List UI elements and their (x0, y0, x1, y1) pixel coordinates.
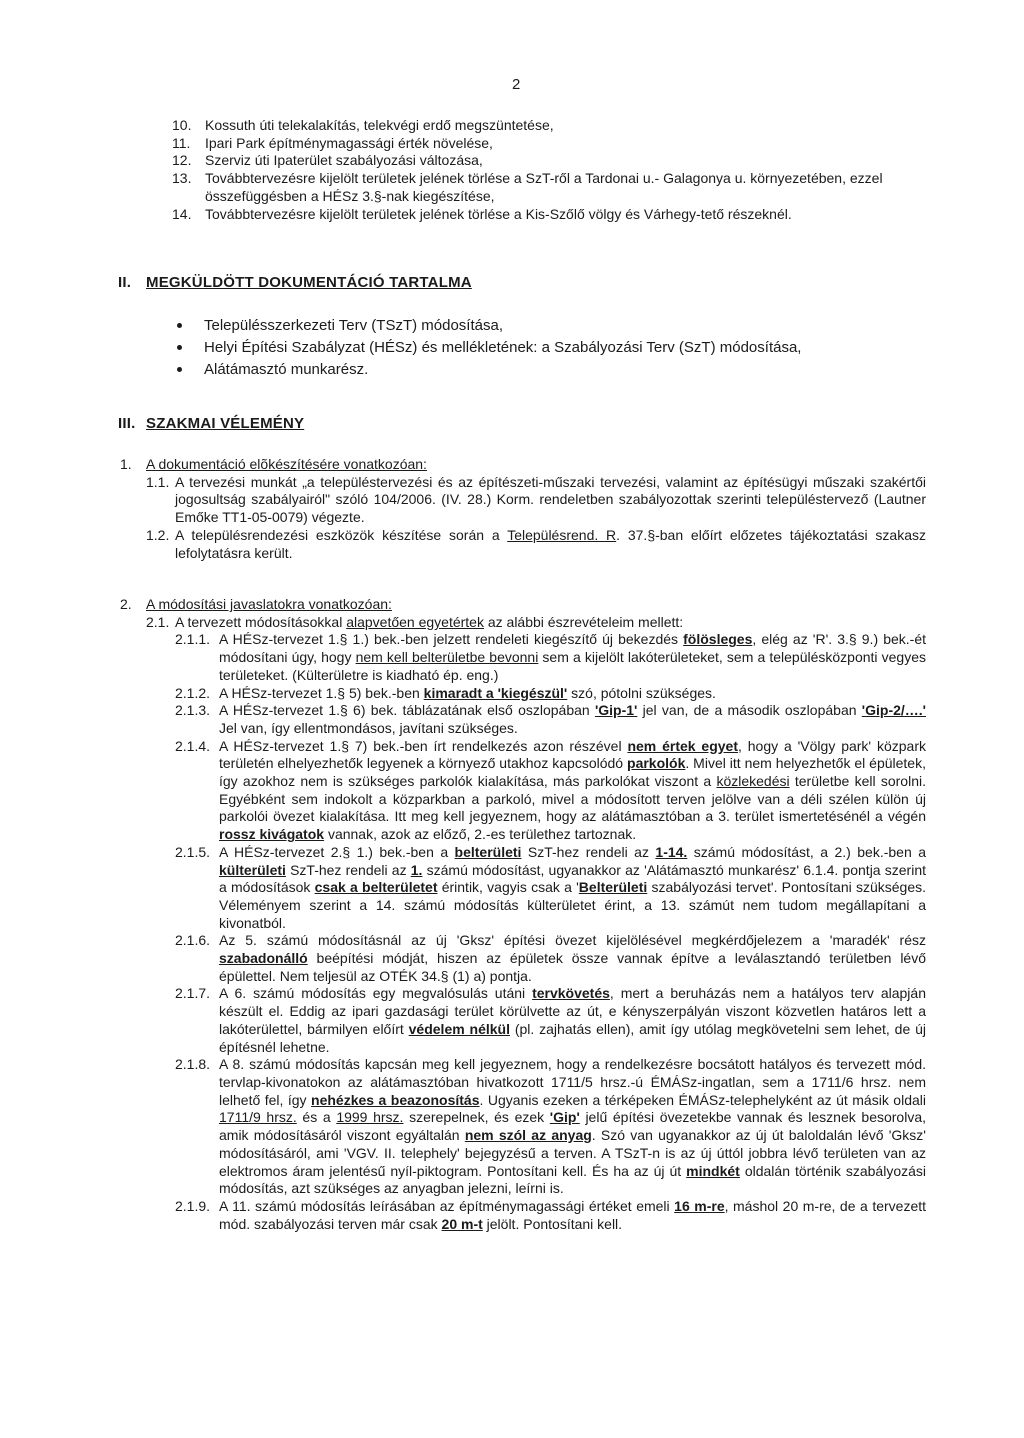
item-text: A 11. számú módosítás leírásában az építménymagassági értéket emeli (219, 1197, 675, 1214)
list-item-text: Továbbtervezésre kijelölt területek jelének törlése a Kis-Szőlő völgy és Várhegy-tető részeknél. (205, 205, 792, 222)
item-text: . Szó van ugyanakkor az új út baloldalán lévő 'Gksz' módosításáról, ami 'VGV. II. telephely' bejegyzésű a terven. A TSzT-n is az új úttól jobbra lévő területen van az elektromos áram jelentésű nyíl-piktogram. Pontosítani kell. És ha az új út (219, 1127, 926, 1179)
item-text: , máshol 20 m-re, de a tervezett mód. szabályozási terven már csak (219, 1197, 927, 1232)
item-text: szabályozási tervet'. Pontosítani szükséges. Véleményem szerint a 14. számú módosítás külterületet érint, a 13. számút nem tudom megállapítani a kivonatból. (219, 879, 926, 931)
section-title: SZAKMAI VÉLEMÉNY (146, 415, 305, 432)
emphasis: nehézkes a beazonosítás (311, 1091, 480, 1108)
item-text: , elég az 'R'. 3.§ 9.) bek.-ét módosítani úgy, hogy (219, 631, 926, 666)
item-text: (pl. zajhatás ellen), amit így utólag megkövetelni sem lehet, de új építésnél lehetne. (219, 1020, 926, 1055)
item-number: 2.1.9. (175, 1197, 211, 1214)
emphasis: 1. (410, 861, 423, 878)
subsection-number: 1. (120, 456, 132, 472)
item-text: A HÉSz-tervezet 1.§ 5) bek.-ben (219, 684, 424, 701)
numbered-list (172, 117, 932, 223)
item-number: 2.1.7. (175, 985, 211, 1002)
item-text: Az 5. számú módosításnál az új 'Gksz' építési övezet kijelölésével megkérdőjelezem a 'maradék' rész (219, 932, 926, 949)
paragraph-number: 1.1. (146, 473, 170, 490)
item-2-1-8 (175, 1056, 926, 1198)
paragraph-text: A tervezési munkát „a településtervezési és az építészeti-műszaki tervezési, valamint az építésügyi műszaki szakértői jogosultság szabályairól" szóló 104/2006. (IV. 28.) Korm. rendeletben szabályozottak szerinti településtervező (Lautner Emőke TT1-05-0079) végezte. (175, 473, 926, 526)
emphasis: parkolók (627, 755, 686, 772)
bullet-text: Helyi Építési Szabályzat (HÉSz) és mellékletének: a Szabályozási Terv (SzT) módosítása, (204, 339, 802, 356)
list-item-text: Szerviz úti Ipaterület szabályozási változása, (205, 152, 483, 169)
paragraph-text: A településrendezési eszközök készítése során a (175, 526, 508, 543)
item-2-1-4 (175, 738, 926, 844)
bullet-list (177, 315, 897, 381)
list-item (172, 135, 932, 153)
emphasis: 1-14. (655, 843, 688, 860)
item-text: . Ugyanis ezeken a térképeken ÉMÁSz-telephelyként az út másik oldali (479, 1091, 926, 1108)
item-text: . Mivel itt nem helyezhetők el épületek, így azokhoz nem is szükséges parkolók kialakítása, más parkolókat viszont a (219, 755, 926, 790)
paragraph-text: A tervezett módosításokkal (175, 613, 347, 630)
bullet-item (177, 337, 897, 359)
item-text: számú módosítást, ugyanakkor az 'Alátámasztó munkarész' 6.1.4. pontja szerint a módosítások (219, 861, 926, 896)
item-text: SzT-hez rendeli az (285, 861, 411, 878)
underlined-phrase: 1999 hrsz. (336, 1109, 404, 1126)
item-text: sem a kijelölt lakóterületeket, sem a településközponti vegyes területeket. (Külterületre is kiadható ép. eng.) (219, 649, 926, 683)
opinion-part-2 (120, 596, 926, 1233)
paragraph-1-1 (146, 474, 926, 527)
section-heading-documentation (118, 274, 472, 292)
paragraph-2-1 (146, 614, 926, 632)
paragraph-number: 2.1. (146, 613, 170, 630)
item-2-1-6 (175, 932, 926, 985)
paragraph-number: 1.2. (146, 526, 170, 543)
item-2-1-7 (175, 985, 926, 1056)
list-item (172, 117, 932, 135)
item-text: Jel van, így ellentmondásos, javítani szükséges. (219, 719, 518, 736)
bullet-icon (177, 345, 182, 350)
emphasis: tervkövetés (532, 985, 610, 1002)
emphasis: rossz kivágatok (219, 826, 325, 843)
subsection-number: 2. (120, 596, 132, 612)
item-2-1-2 (175, 685, 926, 703)
section-heading-opinion (118, 415, 304, 433)
item-text: vannak, azok az előző, 2.-es területhez tartoznak. (324, 826, 637, 843)
underlined-phrase: nem kell belterületbe bevonni (355, 649, 539, 666)
list-item-text: Kossuth úti telekalakítás, telekvégi erdő megszüntetése, (205, 117, 554, 133)
bullet-icon (177, 367, 182, 372)
item-number: 2.1.5. (175, 843, 211, 860)
emphasis: 'Gip-2/….' (861, 702, 926, 719)
paragraph-text: . 37.§-ban előírt előzetes tájékoztatási szakasz lefolytatásra került. (175, 526, 927, 561)
bullet-item (177, 315, 897, 337)
emphasis: külterületi (219, 861, 286, 878)
list-item (172, 170, 932, 205)
emphasis: 'Gip-1' (594, 702, 638, 719)
underlined-phrase: közlekedési (716, 773, 790, 790)
bullet-text: Alátámasztó munkarész. (204, 361, 369, 378)
list-item-number: 12. (172, 152, 192, 169)
item-text: beépítési módját, hiszen az épületek össze vannak építve a leválasztandó területben lévő épülettel. Nem teljesül az OTÉK 34.§ (1) a) pontja. (219, 950, 926, 984)
list-item (172, 206, 932, 224)
underlined-phrase: alapvetően egyetértek (346, 613, 484, 630)
item-text: jel van, de a második oszlopában (637, 702, 862, 719)
item-2-1-5 (175, 844, 926, 933)
underlined-phrase: 1711/9 hrsz. (219, 1109, 297, 1126)
item-text: A 6. számú módosítás egy megvalósulás utáni (219, 985, 533, 1002)
item-text: A HÉSz-tervezet 2.§ 1.) bek.-ben a (219, 843, 455, 860)
emphasis: szabadonálló (219, 950, 308, 967)
item-number: 2.1.6. (175, 932, 211, 949)
emphasis: belterületi (454, 843, 522, 860)
emphasis: 'Gip' (549, 1109, 580, 1126)
paragraph-1-2 (146, 527, 926, 562)
list-item (172, 152, 932, 170)
item-text: oldalán történik szabályozási módosítás, azt szükséges az anyagban jelezni, leírni is. (219, 1162, 926, 1197)
item-number: 2.1.3. (175, 702, 211, 719)
item-text: SzT-hez rendeli az (521, 843, 656, 860)
page-number: 2 (512, 76, 521, 93)
item-2-1-3 (175, 702, 926, 737)
section-number: II. (118, 274, 132, 291)
emphasis: védelem nélkül (408, 1020, 510, 1037)
subsection-heading (120, 596, 926, 614)
emphasis: 20 m-t (441, 1215, 483, 1232)
item-text: szó, pótolni szükséges. (567, 684, 716, 701)
underlined-reference: Településrend. R (507, 526, 617, 543)
item-text: és a (296, 1109, 337, 1126)
item-text: számú módosítást, a 2.) bek.-ben a (687, 843, 926, 860)
list-item-number: 11. (172, 134, 191, 151)
item-text: jelölt. Pontosítani kell. (482, 1215, 623, 1232)
emphasis: nem szól az anyag (464, 1127, 592, 1144)
list-item-number: 13. (172, 170, 192, 187)
item-2-1-9 (175, 1198, 926, 1233)
item-number: 2.1.4. (175, 737, 211, 754)
item-text: A HÉSz-tervezet 1.§ 6) bek. táblázatának első oszlopában (219, 702, 595, 719)
emphasis: csak a belterületet (314, 879, 438, 896)
item-text: , mert a beruházás nem a hatályos terv alapján készült el. Eddig az ipari gazdasági terület körülvette az út, e kényszerpályán viszont közvetlen határos lett a lakóterülettel, bármilyen előírt (219, 985, 926, 1037)
paragraph-text: az alábbi észrevételeim mellett: (483, 613, 684, 630)
bullet-icon (177, 323, 182, 328)
subsection-heading (120, 456, 926, 474)
bullet-item (177, 359, 897, 381)
subsection-title: A módosítási javaslatokra vonatkozóan: (146, 596, 392, 612)
emphasis: kimaradt a 'kiegészül' (423, 684, 568, 701)
item-2-1-1 (175, 631, 926, 684)
item-text: A 8. számú módosítás kapcsán meg kell jegyeznem, hogy a rendelkezésre bocsátott hatályos és tervezett mód. tervlap-kivonatokon az alátámasztóban hivatkozott 1711/5 hrsz.-ú ÉMÁSz-ingatlan, sem a 1711/6 hrsz. nem lelhető fel, így (219, 1056, 926, 1108)
section-number: III. (118, 415, 136, 432)
list-item-number: 10. (172, 117, 192, 133)
emphasis: fölösleges (683, 631, 753, 648)
item-text: A HÉSz-tervezet 1.§ 1.) bek.-ben jelzett rendeleti kiegészítő új bekezdés (219, 631, 684, 648)
item-number: 2.1.2. (175, 684, 211, 701)
item-text: érintik, vagyis csak a ' (437, 879, 579, 896)
item-text: területbe kell sorolni. Egyébként sem indokolt a közparkban a parkoló, mivel a módosított terven jelölve van a déli szélen külön új parkolói övezet kialakítása. Itt meg kell jegyeznem, hogy az alátámasztóban a 3. terület ismertetésénél a végén (219, 773, 926, 825)
subsection-title: A dokumentáció elõkészítésére vonatkozóan: (146, 456, 427, 472)
opinion-part-1 (120, 456, 926, 562)
list-item-text: Ipari Park építménymagassági érték növelése, (205, 134, 493, 151)
list-item-number: 14. (172, 205, 192, 222)
emphasis: mindkét (686, 1162, 740, 1179)
bullet-text: Településszerkezeti Terv (TSzT) módosítása, (204, 317, 503, 334)
emphasis: 16 m-re (674, 1197, 725, 1214)
section-title: MEGKÜLDÖTT DOKUMENTÁCIÓ TARTALMA (146, 274, 472, 291)
list-item-text: Továbbtervezésre kijelölt területek jelének törlése a SzT-ről a Tardonai u.- Galagonya u. környezetében, ezzel összefüggésben a HÉSz 3.§-nak kiegészítése, (205, 170, 883, 204)
emphasis: nem értek egyet (627, 737, 738, 754)
item-text: , hogy a 'Völgy park' közpark területén elhelyezhetők legyenek a környező utakhoz kapcsolódó (219, 737, 926, 772)
item-number: 2.1.1. (175, 631, 211, 648)
item-number: 2.1.8. (175, 1056, 211, 1073)
item-text: jelű építési övezetekbe vannak és lesznek besorolva, amik módosításáról viszont egyáltalán (219, 1109, 926, 1144)
emphasis: Belterületi (578, 879, 648, 896)
item-text: szerepelnek, és ezek (403, 1109, 550, 1126)
item-text: A HÉSz-tervezet 1.§ 7) bek.-ben írt rendelkezés azon részével (219, 737, 628, 754)
